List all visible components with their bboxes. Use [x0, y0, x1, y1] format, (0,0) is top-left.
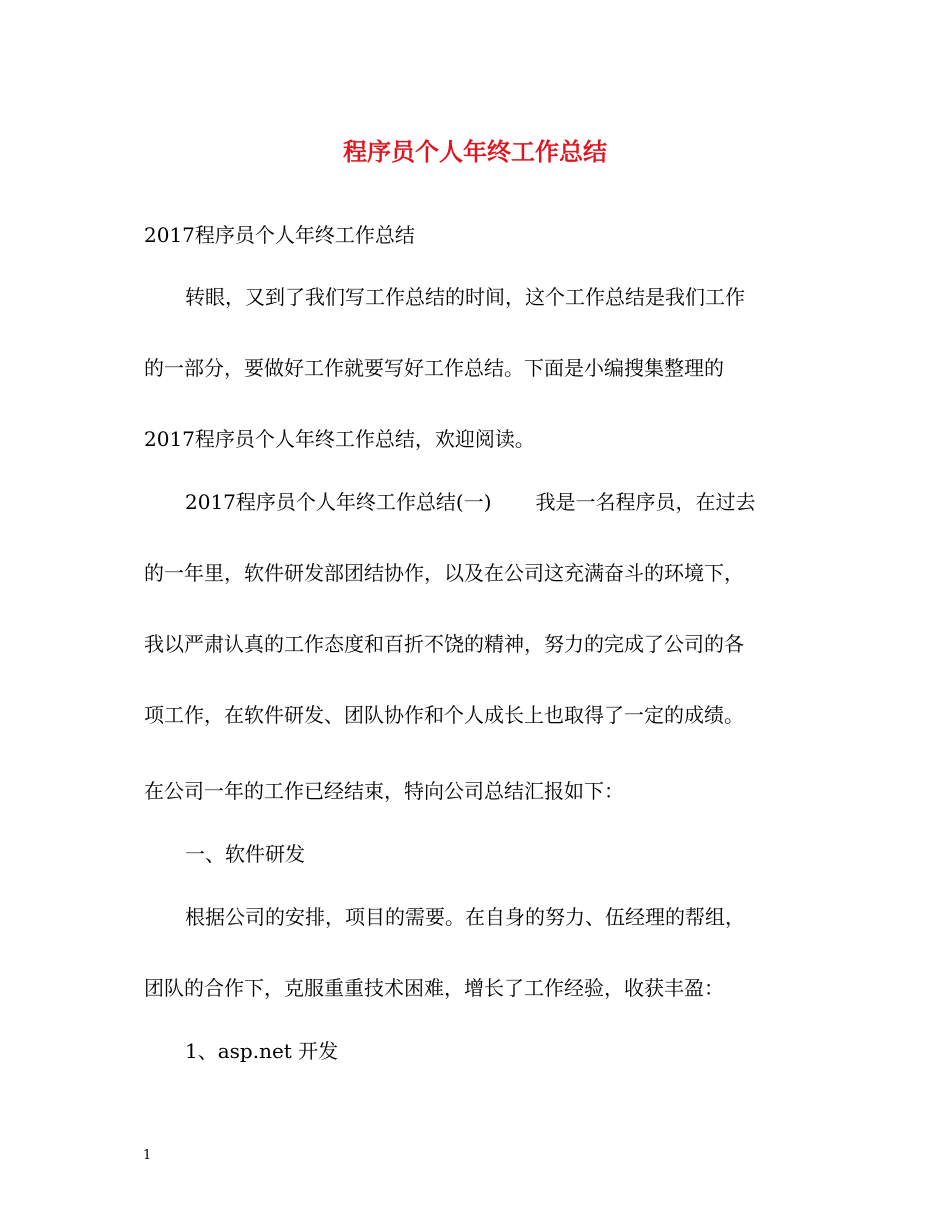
paragraph-line: 在公司一年的工作已经结束，特向公司总结汇报如下：: [144, 779, 624, 803]
paragraph-line: 2017程序员个人年终工作总结: [144, 223, 415, 247]
paragraph-line: 的一年里，软件研发部团结协作，以及在公司这充满奋斗的环境下，: [144, 561, 744, 585]
paragraph-line: 项工作，在软件研发、团队协作和个人成长上也取得了一定的成绩。: [144, 703, 744, 727]
paragraph-line: 转眼，又到了我们写工作总结的时间，这个工作总结是我们工作: [185, 285, 745, 309]
paragraph-line: 团队的合作下，克服重重技术困难，增长了工作经验，收获丰盈：: [144, 976, 724, 1000]
paragraph-line: 2017程序员个人年终工作总结，欢迎阅读。: [144, 427, 535, 451]
paragraph-line: 的一部分，要做好工作就要写好工作总结。下面是小编搜集整理的: [144, 356, 724, 380]
paragraph-line: 根据公司的安排，项目的需要。在自身的努力、伍经理的帮组，: [185, 905, 745, 929]
section-heading: 一、软件研发: [185, 842, 305, 866]
paragraph-line: 我以严肃认真的工作态度和百折不饶的精神，努力的完成了公司的各: [144, 632, 744, 656]
section-heading-inline: 2017程序员个人年终工作总结(一): [185, 490, 492, 514]
page-number: 1: [143, 1148, 152, 1163]
document-title: 程序员个人年终工作总结: [343, 137, 607, 166]
paragraph-line: [185, 488, 756, 516]
paragraph-text: 我是一名程序员，在过去: [535, 490, 756, 514]
subsection-heading: 1、asp.net 开发: [185, 1039, 339, 1063]
